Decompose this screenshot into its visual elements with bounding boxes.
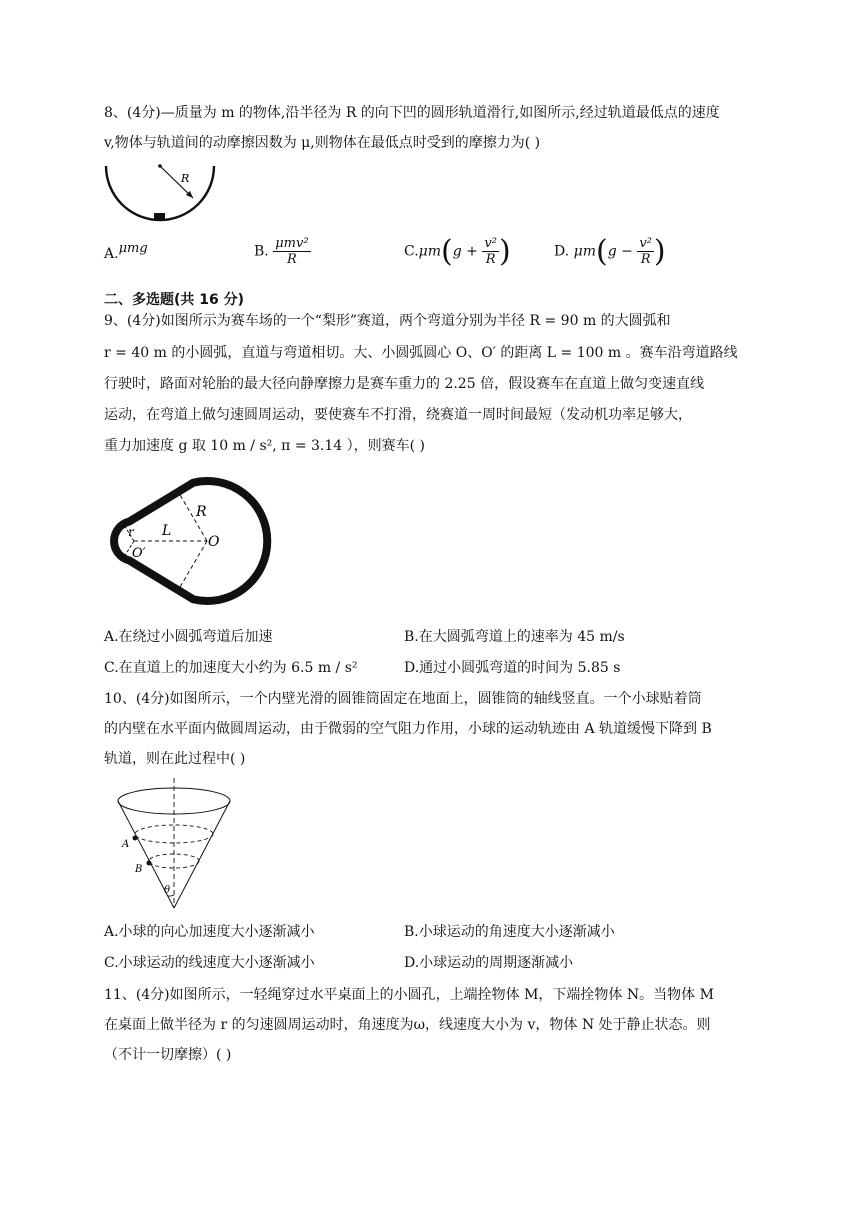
q8-fig-label-R: R: [181, 172, 190, 185]
q8-option-B-fraction: $\frac{\text{μmv²}}{R}$: [275, 236, 309, 267]
q8-option-D[interactable]: D. μm(g − $\frac{\text{v²}}{R}$ ): [554, 234, 666, 269]
q10-option-B[interactable]: B.小球运动的角速度大小逐渐减小: [404, 924, 615, 940]
q9-line-1: 9、(4分)如图所示为赛车场的一个“梨形”赛道，两个弯道分别为半径 R = 90 m 的大圆弧和: [104, 313, 671, 329]
q9-line-2: r = 40 m 的小圆弧，直道与弯道相切。大、小圆弧圆心 O、O′ 的距离 L = 100 m 。赛车沿弯道路线: [104, 345, 738, 361]
q10-fig-label-A: A: [122, 839, 130, 850]
q10-line-2: 的内壁在水平面内做圆周运动，由于微弱的空气阻力作用，小球的运动轨迹由 A 轨道缓慢下降到 B: [104, 721, 712, 737]
q8-option-B[interactable]: B. $\frac{\text{μmv²}}{R}$: [254, 236, 309, 267]
q8-semicircle-track-figure: [100, 162, 218, 224]
q10-line-3: 轨道，则在此过程中( ): [104, 751, 246, 767]
q10-fig-label-B: B: [135, 864, 143, 875]
q10-option-D[interactable]: D.小球运动的周期逐渐减小: [404, 955, 574, 971]
q9-option-B[interactable]: B.在大圆弧弯道上的速率为 45 m/s: [404, 629, 625, 645]
q9-option-D[interactable]: D.通过小圆弧弯道的时间为 5.85 s: [404, 660, 621, 676]
q10-option-C[interactable]: C.小球运动的线速度大小逐渐减小: [104, 955, 315, 971]
q11-line-3: （不计一切摩擦）( ): [104, 1047, 232, 1063]
q9-line-5: 重力加速度 g 取 10 m / s², π = 3.14 ），则赛车( ): [104, 438, 425, 454]
q9-pear-track-figure: [104, 466, 274, 606]
q9-fig-label-O: O: [208, 534, 220, 550]
q11-line-1: 11、(4分)如图所示，一轻绳穿过水平桌面上的小圆孔，上端拴物体 M，下端拴物体 N。当物体 M: [104, 987, 714, 1003]
q8-line-1: 8、(4分)—质量为 m 的物体,沿半径为 R 的向下凹的圆形轨道滑行,如图所示,经过轨道最低点的速度: [104, 105, 720, 121]
q10-cone-figure: [104, 776, 244, 912]
q10-line-1: 10、(4分)如图所示，一个内壁光滑的圆锥筒固定在地面上，圆锥筒的轴线竖直。一个小球贴着筒: [104, 691, 702, 707]
q9-option-A[interactable]: A.在绕过小圆弧弯道后加速: [104, 629, 273, 645]
q9-fig-label-O-prime: O′: [132, 546, 146, 561]
q10-fig-label-theta: θ: [164, 885, 171, 896]
q9-option-C[interactable]: C.在直道上的加速度大小约为 6.5 m / s²: [104, 660, 358, 676]
q8-option-A[interactable]: A.μmg: [104, 241, 148, 262]
q9-line-3: 行驶时，路面对轮胎的最大径向静摩擦力是赛车重力的 2.25 倍，假设赛车在直道上做匀变速直线: [104, 376, 705, 392]
q11-line-2: 在桌面上做半径为 r 的匀速圆周运动时，角速度为ω，线速度大小为 v，物体 N 处于静止状态。则: [104, 1017, 711, 1033]
q9-fig-label-R: R: [196, 504, 207, 520]
q9-line-4: 运动，在弯道上做匀速圆周运动，要使赛车不打滑，绕赛道一周时间最短（发动机功率足够大，: [104, 407, 692, 423]
q8-block: [154, 213, 165, 220]
q9-fig-label-L: L: [162, 523, 172, 539]
q10-option-A[interactable]: A.小球的向心加速度大小逐渐减小: [104, 924, 315, 940]
q8-option-C[interactable]: C.μm(g + $\frac{\text{v²}}{R}$ ): [404, 234, 511, 269]
section-heading-multiple-choice: 二、多选题(共 16 分): [104, 292, 245, 308]
q8-line-2: v,物体与轨道间的动摩擦因数为 μ,则物体在最低点时受到的摩擦力为( ): [104, 135, 541, 151]
q9-fig-label-r: r: [128, 525, 134, 539]
